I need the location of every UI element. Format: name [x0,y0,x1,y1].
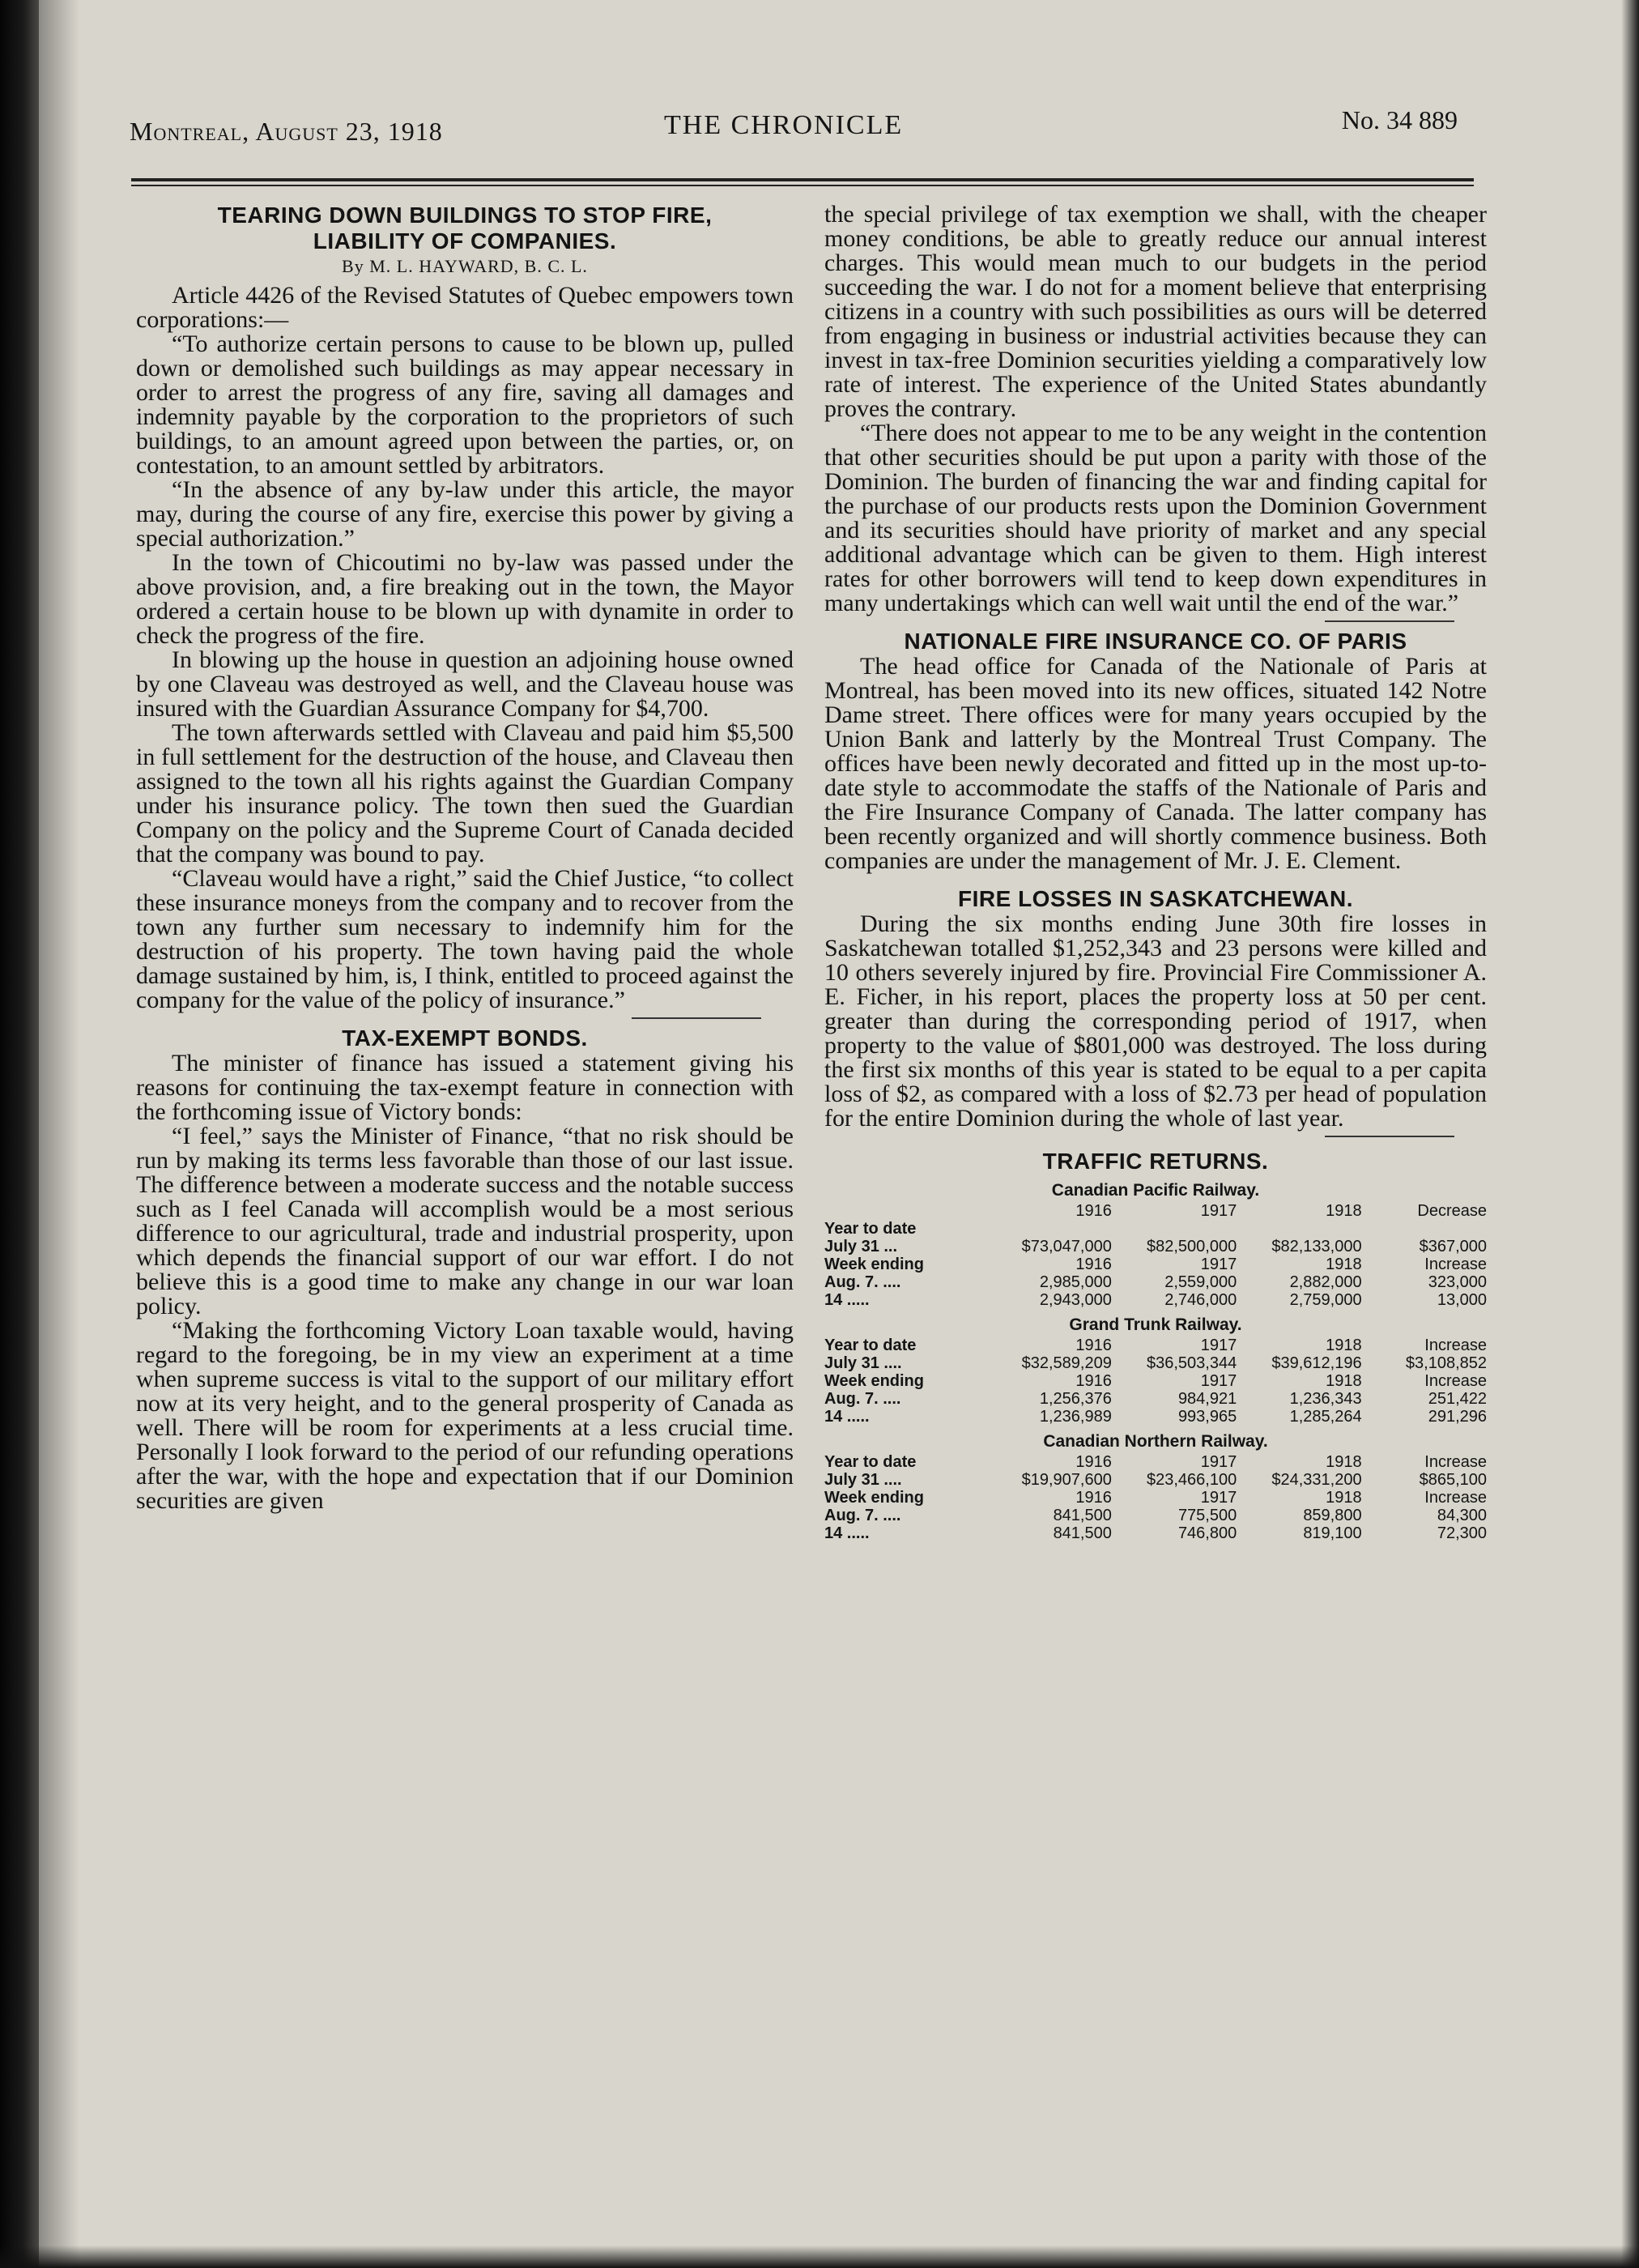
table-cell: 72,300 [1437,1524,1487,1542]
table-cell: 2,746,000 [1164,1291,1237,1309]
table-cell: 859,800 [1303,1507,1362,1524]
table-cell: Increase [1424,1372,1487,1390]
paragraph: The minister of finance has issued a statement giving his reasons for continuing the tax-exempt feature in connection with the forthcoming issue of Victory bonds: [136,1050,794,1125]
table-cell: Aug. 7. .... [824,1390,901,1408]
table-cell [1237,1220,1361,1238]
article-byline: By M. L. HAYWARD, B. C. L. [342,256,588,276]
railway-name-gtr: Grand Trunk Railway. [1069,1315,1242,1334]
table-cell: 1918 [1326,1453,1362,1471]
table-cell: $865,100 [1419,1471,1487,1489]
paragraph: “Claveau would have a right,” said the Chief Justice, “to collect these insurance moneys from the company and to recover from the town any further sum necessary to indemnify him for the destruction of his property. The town having paid the whole damage sustained by him, is, I think, entitled to proceed against the company for the value of the policy of insurance.” [136,865,794,1013]
right-column [824,202,1487,2203]
table-cell: 2,759,000 [1289,1291,1362,1309]
table-cell: 1918 [1326,1336,1362,1354]
header-issue-page: No. 34 889 [1341,105,1458,134]
article-title-saskatchewan: FIRE LOSSES IN SASKATCHEWAN. [958,886,1353,911]
table-cell: 1916 [1075,1372,1112,1390]
table-cell: 1917 [1200,1202,1237,1220]
paragraph: Article 4426 of the Revised Statutes of Quebec empowers town corporations:— [136,282,794,333]
header-publication: THE CHRONICLE [664,110,904,140]
table-cell: Aug. 7. .... [824,1273,901,1291]
article-title-tearing-down-1: TEARING DOWN BUILDINGS TO STOP FIRE, [217,202,713,228]
table-cell: July 31 .... [824,1354,902,1372]
table-cell: 251,422 [1428,1390,1487,1408]
article-divider [1325,620,1454,622]
table-cell: 1918 [1326,1489,1362,1507]
page-edge-right [1621,0,1639,2268]
traffic-table-cnr [824,1453,1487,1542]
table-row [824,1471,1487,1489]
table-cell [1362,1220,1487,1238]
header-date: Montreal, August 23, 1918 [130,117,443,146]
running-header [130,97,1458,154]
traffic-table-cpr [824,1202,1487,1309]
paragraph: “In the absence of any by-law under this article, the mayor may, during the course of any fire, exercise this power by giving a special authorization.” [136,476,794,552]
article-title-nationale: NATIONALE FIRE INSURANCE CO. OF PARIS [904,629,1407,654]
table-cell: 14 ..... [824,1291,870,1309]
table-cell: 1918 [1326,1202,1362,1220]
table-row [824,1453,1487,1471]
table-cell: $82,500,000 [1147,1238,1237,1256]
table-cell: Week ending [824,1489,924,1507]
table-cell: July 31 ... [824,1238,898,1256]
table-cell: 2,559,000 [1164,1273,1237,1291]
table-cell: Year to date [824,1336,917,1354]
table-cell: 1916 [1075,1489,1112,1507]
table-cell [986,1220,1111,1238]
table-cell: 1916 [1075,1336,1112,1354]
table-row [824,1390,1487,1408]
table-cell: 2,943,000 [1039,1291,1112,1309]
page-edge-bottom [0,2245,1639,2268]
paragraph: “Making the forthcoming Victory Loan taxable would, having regard to the foregoing, be in my view an experiment at a time when supreme success is vital to the support of our military effort now at its very height, and to the general prosperity of Canada as well. There will be room for experiments at a less crucial time. Personally I look forward to the period of our refunding operations after the war, with the hope and expectation that if our Dominion securities are given [136,1317,794,1514]
table-cell: 1917 [1200,1489,1237,1507]
table-cell: 1917 [1200,1372,1237,1390]
table-cell: Week ending [824,1256,924,1273]
table-cell: $73,047,000 [1021,1238,1112,1256]
table-cell: Increase [1424,1453,1487,1471]
paragraph: The town afterwards settled with Claveau and paid him $5,500 in full settlement for the destruction of the house, and Claveau then assigned to the town all his rights against the Guardian Company under his insurance policy. The town then sued the Guardian Company on the policy and the Supreme Court of Canada decided that the company was bound to pay. [136,719,794,868]
table-row [824,1256,1487,1273]
spacer [824,873,1487,886]
article-title-tax-exempt: TAX-EXEMPT BONDS. [342,1025,588,1051]
table-cell: $19,907,600 [1021,1471,1112,1489]
table-cell: $367,000 [1419,1238,1487,1256]
table-cell: 775,500 [1177,1507,1237,1524]
table-cell: Increase [1424,1336,1487,1354]
table-cell: 84,300 [1437,1507,1487,1524]
table-cell: 746,800 [1177,1524,1237,1542]
table-cell: $36,503,344 [1147,1354,1237,1372]
paragraph: the special privilege of tax exemption we shall, with the cheaper money conditions, be able to greatly reduce our annual interest charges. This would mean much to our budgets in the period succeeding the war. I do not for a moment believe that enterprising citizens in a country with such possibilities as ours will be deterred from engaging in business or industrial activities because they can invest in tax-free Dominion securities yielding a comparatively low rate of interest. The experience of the United States abundantly proves the contrary. [824,202,1487,422]
table-cell: Year to date [824,1453,917,1471]
table-cell: Increase [1424,1256,1487,1273]
table-row [824,1489,1487,1507]
table-cell: $39,612,196 [1271,1354,1362,1372]
paragraph: “I feel,” says the Minister of Finance, “that no risk should be run by making its terms less favorable than those of our last issue. The difference between a moderate success and the notable success such as I feel Canada will accomplish would be a most serious difference to our agricultural, trade and industrial prosperity, upon which depends the financial support of our war effort. I do not believe this is a good time to make any change in our war loan policy. [136,1123,794,1319]
table-row [824,1524,1487,1542]
paragraph: The head office for Canada of the Nationale of Paris at Montreal, has been moved into its new offices, situated 142 Notre Dame street. There offices were for many years occupied by the Union Bank and latterly by the Montreal Trust Company. The offices have been newly decorated and fitted up in the most up-to-date style to accommodate the staffs of the Nationale of Paris and the Fire Insurance Company of Canada. The latter company has been recently organized and will shortly commence business. Both companies are under the management of Mr. J. E. Clement. [824,653,1487,874]
header-rule-thick [131,178,1474,181]
table-cell: 2,882,000 [1289,1273,1362,1291]
table-row [824,1220,1487,1238]
table-row [824,1354,1487,1372]
table-row [824,1273,1487,1291]
paragraph: In blowing up the house in question an adjoining house owned by one Claveau was destroyed as well, and the Claveau house was insured with the Guardian Assurance Company for $4,700. [136,646,794,722]
table-cell: 819,100 [1303,1524,1362,1542]
table-cell: $3,108,852 [1405,1354,1487,1372]
table-cell: 1,236,989 [1039,1408,1112,1426]
table-cell: 1918 [1326,1256,1362,1273]
table-cell: 1916 [1075,1202,1112,1220]
table-cell: Decrease [1417,1202,1487,1220]
table-row [824,1372,1487,1390]
table-cell: 1916 [1075,1453,1112,1471]
traffic-table-gtr [824,1336,1487,1426]
table-row [824,1238,1487,1256]
table-cell: 1918 [1326,1372,1362,1390]
railway-name-cpr: Canadian Pacific Railway. [1051,1181,1260,1200]
table-cell: July 31 .... [824,1471,902,1489]
table-cell: Week ending [824,1372,924,1390]
article-title-tearing-down-2: LIABILITY OF COMPANIES. [313,228,617,254]
table-row [824,1507,1487,1524]
table-cell [824,1202,986,1220]
table-cell: 14 ..... [824,1524,870,1542]
table-cell: 1,285,264 [1289,1408,1362,1426]
table-cell: Increase [1424,1489,1487,1507]
table-cell: 291,296 [1428,1408,1487,1426]
header-rule-thin [131,185,1474,186]
traffic-title: TRAFFIC RETURNS. [1042,1149,1269,1174]
table-row [824,1291,1487,1309]
paragraph: “To authorize certain persons to cause to be blown up, pulled down or demolished such buildings as may appear necessary in order to arrest the progress of any fire, saving all damages and indemnity payable by the corporation to the proprietors of such buildings, to an amount agreed upon between the parties, or, on contestation, to an amount settled by arbitrators. [136,330,794,479]
paragraph: “There does not appear to me to be any weight in the contention that other securities should be put upon a parity with those of the Dominion. The burden of financing the war and finding capital for the purchase of our products rests upon the Dominion Government and its securities should have priority of market and any special additional advantage which can be given to them. High interest rates for other borrowers will tend to keep down expenditures in many undertakings which can well wait until the end of the war.” [824,420,1487,616]
table-cell: 1,236,343 [1289,1390,1362,1408]
table-cell: 984,921 [1177,1390,1237,1408]
table-row [824,1408,1487,1426]
table-cell: 1916 [1075,1256,1112,1273]
railway-name-cnr: Canadian Northern Railway. [1043,1432,1268,1451]
table-cell: 323,000 [1428,1273,1487,1291]
table-cell: Year to date [824,1220,917,1238]
table-cell: 841,500 [1053,1524,1112,1542]
paragraph: During the six months ending June 30th fire losses in Saskatchewan totalled $1,252,343 and 23 persons were killed and 10 others severely injured by fire. Provincial Fire Commissioner A. E. Ficher, in his report, places the property loss at 50 per cent. greater than during the corresponding period of 1917, when property to the value of $801,000 was destroyed. The loss during the first six months of this year is stated to be equal to a per capita loss of $2, as compared with a loss of $2.73 per head of population for the entire Dominion during the whole of last year. [824,910,1487,1132]
table-cell: 13,000 [1437,1291,1487,1309]
gutter-shadow [39,0,79,2268]
paragraph: In the town of Chicoutimi no by-law was passed under the above provision, and, a fire breaking out in the town, the Mayor ordered a certain house to be blown up with dynamite in order to check the progress of the fire. [136,549,794,649]
binding-shadow [0,0,39,2268]
table-cell: Aug. 7. .... [824,1507,901,1524]
table-cell: $32,589,209 [1021,1354,1112,1372]
traffic-returns [824,1149,1487,1542]
table-cell: $23,466,100 [1147,1471,1237,1489]
table-cell [1112,1220,1237,1238]
table-cell: $24,331,200 [1271,1471,1362,1489]
table-cell: 993,965 [1177,1408,1237,1426]
table-row [824,1336,1487,1354]
article-divider [1325,1136,1454,1137]
table-cell: 14 ..... [824,1408,870,1426]
article-divider [632,1017,761,1019]
table-cell: 841,500 [1053,1507,1112,1524]
table-cell: 2,985,000 [1039,1273,1112,1291]
left-column [136,202,794,2203]
table-cell: 1917 [1200,1256,1237,1273]
table-cell: 1917 [1200,1336,1237,1354]
table-cell: $82,133,000 [1271,1238,1362,1256]
table-cell: 1917 [1200,1453,1237,1471]
table-cell: 1,256,376 [1039,1390,1112,1408]
table-row [824,1202,1487,1220]
